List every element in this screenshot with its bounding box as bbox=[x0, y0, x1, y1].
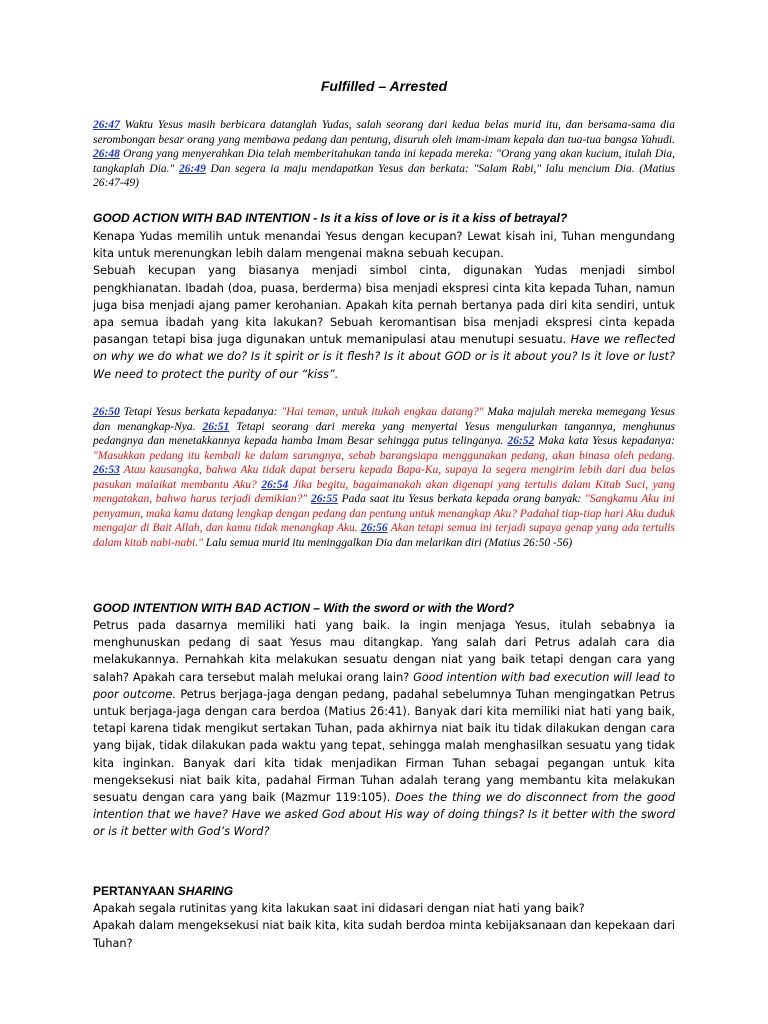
verse-ref[interactable]: 26:53 bbox=[93, 464, 120, 476]
verse-text: Lalu semua murid itu meninggalkan Dia dan melarikan diri (Matius 26:50 -56) bbox=[202, 536, 573, 549]
scripture-passage-1 bbox=[93, 118, 675, 191]
verse-text: Waktu Yesus masih berbicara datanglah Yudas, salah seorang dari kedua belas murid itu, dan bersama-sama dia serombongan besar orang yang membawa pedang dan pentung, disuruh oleh imam-imam kepala dan tua-tua bangsa Yahudi. bbox=[93, 119, 675, 146]
verse-ref[interactable]: 26:47 bbox=[93, 119, 120, 131]
sharing-question: Apakah dalam mengeksekusi niat baik kita, kita sudah berdoa minta kebijaksanaan dan kepekaan dari Tuhan? bbox=[93, 919, 675, 950]
jesus-words: "Hai teman, untuk itukah engkau datang?" bbox=[281, 406, 484, 418]
verse-ref[interactable]: 26:50 bbox=[93, 406, 120, 418]
verse-ref[interactable]: 26:55 bbox=[311, 493, 338, 505]
scripture-passage-2 bbox=[93, 405, 675, 550]
jesus-words: Jika begitu, bagaimanakah akan digenapi yang tertulis dalam Kitab Suci, yang mengatakan, bahwa harus terjadi demikian?" bbox=[93, 478, 675, 505]
verse-text: Tetapi Yesus berkata kepadanya: bbox=[119, 406, 282, 418]
verse-text: Dan segera ia maju mendapatkan Yesus dan berkata: "Salam Rabi," lalu mencium Dia. (Matius 26:47-49) bbox=[93, 162, 676, 189]
section-body-2 bbox=[93, 617, 675, 841]
paragraph-text: Petrus pada dasarnya memiliki hati yang baik. Ia ingin menjaga Yesus, itulah sebabnya ia menghunuskan pedang di saat Yesus mau ditangkap. Yang salah dari Petrus adalah cara dia melakukannya. Pernahkah kita melakukan sesuatu dengan niat yang baik tetapi dengan cara yang salah? Apakah cara tersebut malah melukai orang lain? bbox=[93, 619, 675, 684]
verse-ref[interactable]: 26:54 bbox=[261, 478, 289, 491]
jesus-words: "Sangkamu Aku ini penyamun, maka kamu datang lengkap dengan pedang dan pentung untuk menangkap Aku? Padahal tiap-tiap hari Aku duduk mengajar di Bait Allah, dan kamu tidak menangkap Aku. bbox=[93, 493, 675, 534]
jesus-words: Akan tetapi semua ini terjadi supaya genap yang ada tertulis dalam kitab nabi-nabi." bbox=[93, 522, 675, 549]
paragraph-italic: Good intention with bad execution will lead to poor outcome. bbox=[93, 670, 676, 701]
jesus-words: Atau kausangka, bahwa Aku tidak dapat berseru kepada Bapa-Ku, supaya Ia segera mengirim lebih dari dua belas pasukan malaikat membantu Aku? bbox=[93, 464, 675, 491]
paragraph-text: Petrus berjaga-jaga dengan pedang, padahal sebelumnya Tuhan mengingatkan Petrus untuk berjaga-jaga dengan cara berdoa (Matius 26:41). Banyak dari kita memiliki niat hati yang baik, tetapi karena tidak mengikut sertakan Tuhan, pada akhirnya niat baik itu tidak dilakukan dengan cara yang bijak, tidak dilakukan pada waktu yang tepat, sehingga malah menghasilkan sesuatu yang tidak kita inginkan. Banyak dari kita tidak menjadikan Firman Tuhan sebagai pegangan untuk kita mengeksekusi niat baik kita, padahal Firman Tuhan adalah terang yang membantu kita melakukan sesuatu dengan cara yang baik (Mazmur 119:105). bbox=[93, 687, 675, 805]
verse-text: Tetapi seorang dari mereka yang menyertai Yesus mengulurkan tangannya, menghunus pedangnya dan menetakkannya kepada hamba Imam Besar sehingga putus telinganya. bbox=[93, 420, 676, 447]
verse-ref[interactable]: 26:48 bbox=[93, 148, 120, 160]
verse-text: Orang yang menyerahkan Dia telah memberitahukan tanda ini kepada mereka: "Orang yang akan kucium, itulah Dia, tangkaplah Dia." bbox=[93, 148, 675, 175]
sharing-heading-italic: SHARING bbox=[177, 884, 234, 898]
paragraph-text: Sebuah kecupan yang biasanya menjadi simbol cinta, digunakan Yudas menjadi simbol pengkhianatan. Ibadah (doa, puasa, berderma) bisa menjadi ekspresi cinta kita kepada Tuhan, namun juga bisa menjadi ajang pamer kerohanian. Apakah kita pernah bertanya pada diri kita sendiri, untuk apa semua ibadah yang kita lakukan? Sebuah keromantisan bisa menjadi ekspresi cinta kepada pasangan tetapi bisa juga digunakan untuk memanipulasi atau menutupi sesuatu. bbox=[93, 264, 675, 347]
sharing-heading bbox=[93, 883, 675, 900]
paragraph-italic: Does the thing we do disconnect from the good intention that we have? Have we asked God about His way of doing things? Is it better with the sword or is it better with God’s Word? bbox=[93, 791, 675, 839]
verse-text: Maka kata Yesus kepadanya: bbox=[534, 435, 675, 447]
paragraph bbox=[93, 617, 675, 841]
verse-ref[interactable]: 26:51 bbox=[202, 420, 230, 433]
section-heading-2: GOOD INTENTION WITH BAD ACTION – With the sword or with the Word? bbox=[93, 601, 515, 615]
section-body-1 bbox=[93, 228, 675, 383]
paragraph: Kenapa Yudas memilih untuk menandai Yesus dengan kecupan? Lewat kisah ini, Tuhan mengundang kita untuk merenungkan lebih dalam mengenai makna sebuah kecupan. bbox=[93, 230, 675, 261]
sharing-question: Apakah segala rutinitas yang kita lakukan saat ini didasari dengan niat hati yang baik? bbox=[93, 902, 585, 916]
sharing-section bbox=[93, 883, 675, 952]
verse-text: Pada saat itu Yesus berkata kepada orang banyak: bbox=[337, 493, 585, 505]
verse-ref[interactable]: 26:56 bbox=[360, 522, 388, 534]
verse-ref[interactable]: 26:49 bbox=[179, 162, 206, 175]
verse-text: Maka majulah mereka memegang Yesus dan menangkap-Nya. bbox=[93, 406, 675, 433]
verse-ref[interactable]: 26:52 bbox=[507, 435, 535, 447]
section-heading-1: GOOD ACTION WITH BAD INTENTION - Is it a kiss of love or is it a kiss of betrayal? bbox=[93, 211, 568, 225]
paragraph-italic: Have we reflected on why we do what we do? Is it spirit or is it flesh? Is it about GOD or is it about you? Is it love or lust? We need to protect the purity of our “kiss”. bbox=[93, 333, 675, 381]
sharing-heading-text: PERTANYAAN bbox=[93, 884, 178, 898]
paragraph bbox=[93, 262, 675, 382]
jesus-words: "Masukkan pedang itu kembali ke dalam sarungnya, sebab barangsiapa menggunakan pedang, akan binasa oleh pedang. bbox=[93, 449, 675, 462]
page-title: Fulfilled – Arrested bbox=[320, 78, 448, 94]
